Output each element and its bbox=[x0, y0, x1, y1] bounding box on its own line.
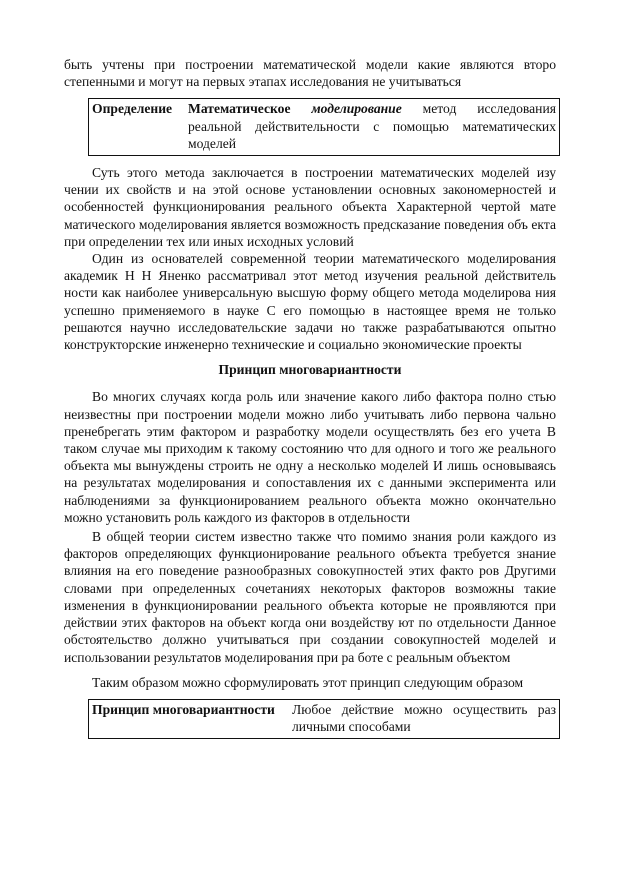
summary-paragraph: Таким образом можно сформулировать этот принцип следующим образом bbox=[92, 674, 524, 690]
paragraph-method-essence: Суть этого метода заключается в построении математических моделей изу чении их свойств и на этой основе установлении основных закономерностей и особенностей функционирования реального объекта Характерной чертой мате матического моделирования является возможность предсказание поведения объ екта при определении тех или иных исходных условий bbox=[64, 165, 556, 249]
paragraph-yanenko: Один из основателей современной теории математического моделирования академик Н Н Яненко рассматривал этот метод изучения реальной действитель ности как наиболее универсальную высшую форму общего метода моделирова ния успешно применяемого в науке С его помощью в настоящее время не только решаются научно исследовательские задачи но также разрабатываются опытно конструкторские инженерно технические и социально экономические проекты bbox=[64, 251, 556, 353]
principle-label: Принцип многовариантности bbox=[92, 701, 275, 717]
principle-box bbox=[88, 699, 560, 739]
section-heading: Принцип многовариантности bbox=[218, 362, 402, 378]
definition-box bbox=[88, 98, 560, 156]
definition-label: Определение bbox=[92, 101, 173, 117]
paragraph-multivariance-1: Во многих случаях когда роль или значение какого либо фактора полно стью неизвестны при построении модели можно либо учитывать либо первона чально пренебрегать этим фактором и разработку модели осуществлять без его учета В таком случае мы приходим к такому состоянию что для одного и того же реального объекта мы вынуждены строить не одну а несколько моделей И лишь основываясь на результатах моделирования и сопоставления их с данными эксперимента или наблюдениями за функционированием реального объекта можно окончательно можно установить роль каждого из факторов в отдельности bbox=[64, 389, 556, 525]
definition-text: метод исследования реальной действительности с помощью математических моделей bbox=[188, 101, 556, 151]
paragraph-multivariance-2: В общей теории систем известно также что помимо знания роли каждого из факторов определяющих функционирование реального объекта требуется знание влияния на его поведение разнообразных совокупностей этих факто ров Другими словами при определенных сочетаниях некоторых факторов возможны такие изменения в функционировании реального объекта которые не проявляются при действии этих факторов на объект когда они воздейству ют по отдельности Данное обстоятельство должно учитываться при создании совокупностей моделей и использовании результатов моделирования при ра боте с реальным объектом bbox=[64, 529, 556, 665]
definition-body bbox=[188, 100, 556, 152]
principle-text: Любое действие можно осуществить раз личными способами bbox=[292, 701, 556, 735]
definition-concept-bold: Математическое bbox=[188, 101, 291, 117]
definition-concept-italic: моделирование bbox=[311, 101, 402, 117]
intro-paragraph: быть учтены при построении математической модели какие являются второ степенными и могут на первых этапах исследования не учитываться bbox=[64, 57, 556, 90]
document-page bbox=[64, 56, 556, 739]
